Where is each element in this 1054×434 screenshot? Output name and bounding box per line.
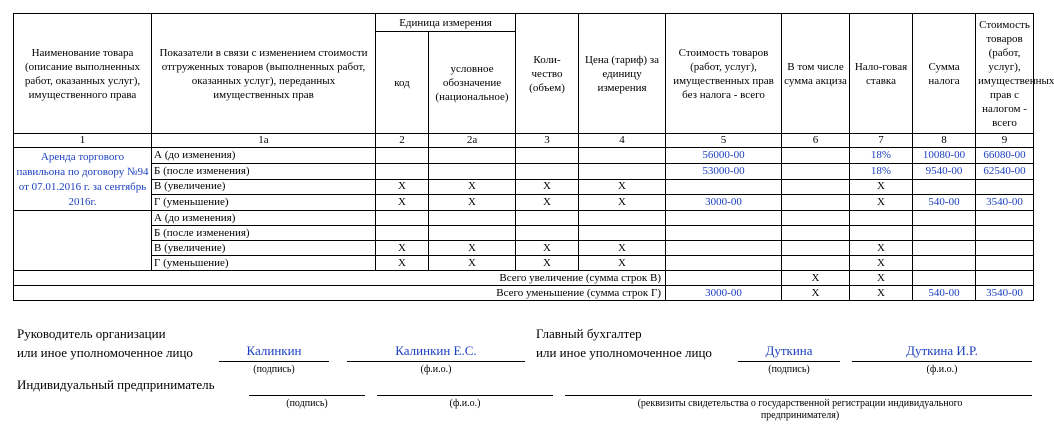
cell-excise bbox=[782, 195, 850, 211]
column-number: 2 bbox=[376, 134, 429, 148]
cell-code: X bbox=[376, 241, 429, 256]
cell-price bbox=[579, 163, 666, 179]
header-name: Наименование товара (описание выполненных работ, оказанных услуг), имущественного права bbox=[14, 14, 152, 134]
total-increase-row bbox=[14, 271, 1034, 286]
cell-rate: X bbox=[850, 179, 913, 195]
cell-symbol bbox=[429, 148, 516, 164]
header-tax: Сумма налога bbox=[913, 14, 976, 134]
cell-tax: 540-00 bbox=[913, 195, 976, 211]
total-decrease-label: Всего уменьшение (сумма строк Г) bbox=[14, 286, 666, 301]
cell-tax bbox=[913, 256, 976, 271]
cell-tax: 10080-00 bbox=[913, 148, 976, 164]
cell-cost-no-tax bbox=[666, 226, 782, 241]
cell-symbol: X bbox=[429, 179, 516, 195]
cell-symbol: X bbox=[429, 241, 516, 256]
cell-rate: 18% bbox=[850, 163, 913, 179]
cell-symbol: X bbox=[429, 195, 516, 211]
header-indicators: Показатели в связи с изменением стоимости отгруженных товаров (выполненных работ, оказанных услуг), переданных имущественных прав bbox=[152, 14, 376, 134]
cell-price: X bbox=[579, 241, 666, 256]
total-excise: X bbox=[782, 271, 850, 286]
cell-code: X bbox=[376, 256, 429, 271]
total-cost-no-tax: 3000-00 bbox=[666, 286, 782, 301]
cell-tax bbox=[913, 179, 976, 195]
cell-excise bbox=[782, 241, 850, 256]
cell-cost-no-tax bbox=[666, 179, 782, 195]
cell-excise bbox=[782, 211, 850, 226]
cell-qty: X bbox=[516, 256, 579, 271]
header-price: Цена (тариф) за единицу измерения bbox=[579, 14, 666, 134]
cell-price: X bbox=[579, 195, 666, 211]
head-title-line1: Руководитель организации bbox=[17, 326, 166, 341]
header-excise: В том числе сумма акциза bbox=[782, 14, 850, 134]
accountant-signature-field[interactable]: Дуткина bbox=[738, 343, 840, 362]
header-symbol: условное обозначение (национальное) bbox=[429, 32, 516, 134]
head-signature-caption: (подпись) bbox=[253, 364, 295, 375]
cell-tax bbox=[913, 226, 976, 241]
cell-symbol: X bbox=[429, 256, 516, 271]
column-number: 7 bbox=[850, 134, 913, 148]
cell-excise bbox=[782, 256, 850, 271]
header-cost-with-tax: Стоимость товаров (работ, услуг), имущественных прав с налогом - всего bbox=[976, 14, 1034, 134]
entrepreneur-signature-field[interactable] bbox=[249, 377, 365, 396]
cell-price bbox=[579, 148, 666, 164]
total-decrease-row bbox=[14, 286, 1034, 301]
head-title-line2: или иное уполномоченное лицо bbox=[17, 345, 193, 360]
cell-qty: X bbox=[516, 241, 579, 256]
cell-cost-with-tax bbox=[976, 179, 1034, 195]
table-row bbox=[14, 226, 1034, 241]
cell-excise bbox=[782, 179, 850, 195]
entrepreneur-registry-field[interactable] bbox=[565, 377, 1032, 396]
cell-symbol bbox=[429, 163, 516, 179]
table-row bbox=[14, 148, 1034, 164]
total-rate: X bbox=[850, 286, 913, 301]
cell-excise bbox=[782, 226, 850, 241]
cell-cost-with-tax bbox=[976, 226, 1034, 241]
head-name-caption: (ф.и.о.) bbox=[420, 364, 452, 375]
header-code: код bbox=[376, 32, 429, 134]
row-label: Г (уменьшение) bbox=[152, 256, 376, 271]
cell-cost-with-tax: 66080-00 bbox=[976, 148, 1034, 164]
cell-cost-with-tax bbox=[976, 256, 1034, 271]
column-number: 5 bbox=[666, 134, 782, 148]
entrepreneur-name-field[interactable] bbox=[377, 377, 553, 396]
cell-cost-no-tax: 53000-00 bbox=[666, 163, 782, 179]
total-tax bbox=[913, 271, 976, 286]
column-numbers-row bbox=[14, 134, 1034, 148]
total-cost-with-tax: 3540-00 bbox=[976, 286, 1034, 301]
column-number: 4 bbox=[579, 134, 666, 148]
cell-symbol bbox=[429, 211, 516, 226]
cell-tax bbox=[913, 241, 976, 256]
table-row bbox=[14, 195, 1034, 211]
table-row bbox=[14, 256, 1034, 271]
cell-rate bbox=[850, 226, 913, 241]
cell-tax bbox=[913, 211, 976, 226]
column-number: 1а bbox=[152, 134, 376, 148]
cell-price bbox=[579, 226, 666, 241]
cell-cost-with-tax bbox=[976, 241, 1034, 256]
row-label: Б (после изменения) bbox=[152, 226, 376, 241]
header-qty: Коли-чество (объем) bbox=[516, 14, 579, 134]
accountant-title-line1: Главный бухгалтер bbox=[536, 326, 642, 341]
cell-cost-no-tax: 3000-00 bbox=[666, 195, 782, 211]
header-rate: Нало-говая ставка bbox=[850, 14, 913, 134]
row-label: В (увеличение) bbox=[152, 179, 376, 195]
row-label: В (увеличение) bbox=[152, 241, 376, 256]
cell-code bbox=[376, 211, 429, 226]
accountant-name-field[interactable]: Дуткина И.Р. bbox=[852, 343, 1032, 362]
row-label: А (до изменения) bbox=[152, 211, 376, 226]
accountant-name-caption: (ф.и.о.) bbox=[926, 364, 958, 375]
cell-rate: X bbox=[850, 195, 913, 211]
row-label: А (до изменения) bbox=[152, 148, 376, 164]
total-increase-label: Всего увеличение (сумма строк В) bbox=[14, 271, 666, 286]
item-description: Аренда торгового павильона по договору №94 от 07.01.2016 г. за сентябрь 2016г. bbox=[14, 148, 152, 211]
cell-code: X bbox=[376, 179, 429, 195]
entrepreneur-name-caption: (ф.и.о.) bbox=[449, 398, 481, 409]
header-cost-no-tax: Стоимость товаров (работ, услуг), имущественных прав без налога - всего bbox=[666, 14, 782, 134]
head-signature-field[interactable]: Калинкин bbox=[219, 343, 329, 362]
cell-rate: X bbox=[850, 256, 913, 271]
invoice-table bbox=[13, 13, 1054, 301]
table-row bbox=[14, 211, 1034, 226]
cell-code bbox=[376, 148, 429, 164]
table-row bbox=[14, 179, 1034, 195]
total-cost-no-tax bbox=[666, 271, 782, 286]
cell-cost-no-tax: 56000-00 bbox=[666, 148, 782, 164]
cell-qty bbox=[516, 148, 579, 164]
row-label: Б (после изменения) bbox=[152, 163, 376, 179]
cell-excise bbox=[782, 148, 850, 164]
cell-qty bbox=[516, 163, 579, 179]
header-unit: Единица измерения bbox=[376, 14, 516, 32]
accountant-signature-caption: (подпись) bbox=[768, 364, 810, 375]
cell-cost-no-tax bbox=[666, 211, 782, 226]
cell-code: X bbox=[376, 195, 429, 211]
total-excise: X bbox=[782, 286, 850, 301]
cell-qty: X bbox=[516, 195, 579, 211]
cell-cost-with-tax bbox=[976, 211, 1034, 226]
cell-qty bbox=[516, 226, 579, 241]
column-number: 1 bbox=[14, 134, 152, 148]
cell-rate: 18% bbox=[850, 148, 913, 164]
item-description-empty bbox=[14, 211, 152, 271]
cell-cost-no-tax bbox=[666, 256, 782, 271]
cell-symbol bbox=[429, 226, 516, 241]
row-label: Г (уменьшение) bbox=[152, 195, 376, 211]
cell-price: X bbox=[579, 256, 666, 271]
cell-code bbox=[376, 163, 429, 179]
cell-cost-no-tax bbox=[666, 241, 782, 256]
cell-rate bbox=[850, 211, 913, 226]
total-cost-with-tax bbox=[976, 271, 1034, 286]
total-tax: 540-00 bbox=[913, 286, 976, 301]
cell-qty: X bbox=[516, 179, 579, 195]
accountant-title-line2: или иное уполномоченное лицо bbox=[536, 345, 712, 360]
column-number: 9 bbox=[976, 134, 1034, 148]
cell-code bbox=[376, 226, 429, 241]
cell-rate: X bbox=[850, 241, 913, 256]
cell-excise bbox=[782, 163, 850, 179]
entrepreneur-title: Индивидуальный предприниматель bbox=[17, 377, 215, 392]
total-rate: X bbox=[850, 271, 913, 286]
head-name-field[interactable]: Калинкин Е.С. bbox=[347, 343, 525, 362]
column-number: 8 bbox=[913, 134, 976, 148]
cell-tax: 9540-00 bbox=[913, 163, 976, 179]
cell-qty bbox=[516, 211, 579, 226]
entrepreneur-registry-caption: (реквизиты свидетельства о государственной регистрации индивидуального предпринимателя) bbox=[637, 398, 963, 421]
table-row bbox=[14, 163, 1034, 179]
column-number: 6 bbox=[782, 134, 850, 148]
entrepreneur-signature-caption: (подпись) bbox=[286, 398, 328, 409]
cell-cost-with-tax: 3540-00 bbox=[976, 195, 1034, 211]
cell-cost-with-tax: 62540-00 bbox=[976, 163, 1034, 179]
cell-price: X bbox=[579, 179, 666, 195]
table-row bbox=[14, 241, 1034, 256]
column-number: 3 bbox=[516, 134, 579, 148]
cell-price bbox=[579, 211, 666, 226]
column-number: 2а bbox=[429, 134, 516, 148]
